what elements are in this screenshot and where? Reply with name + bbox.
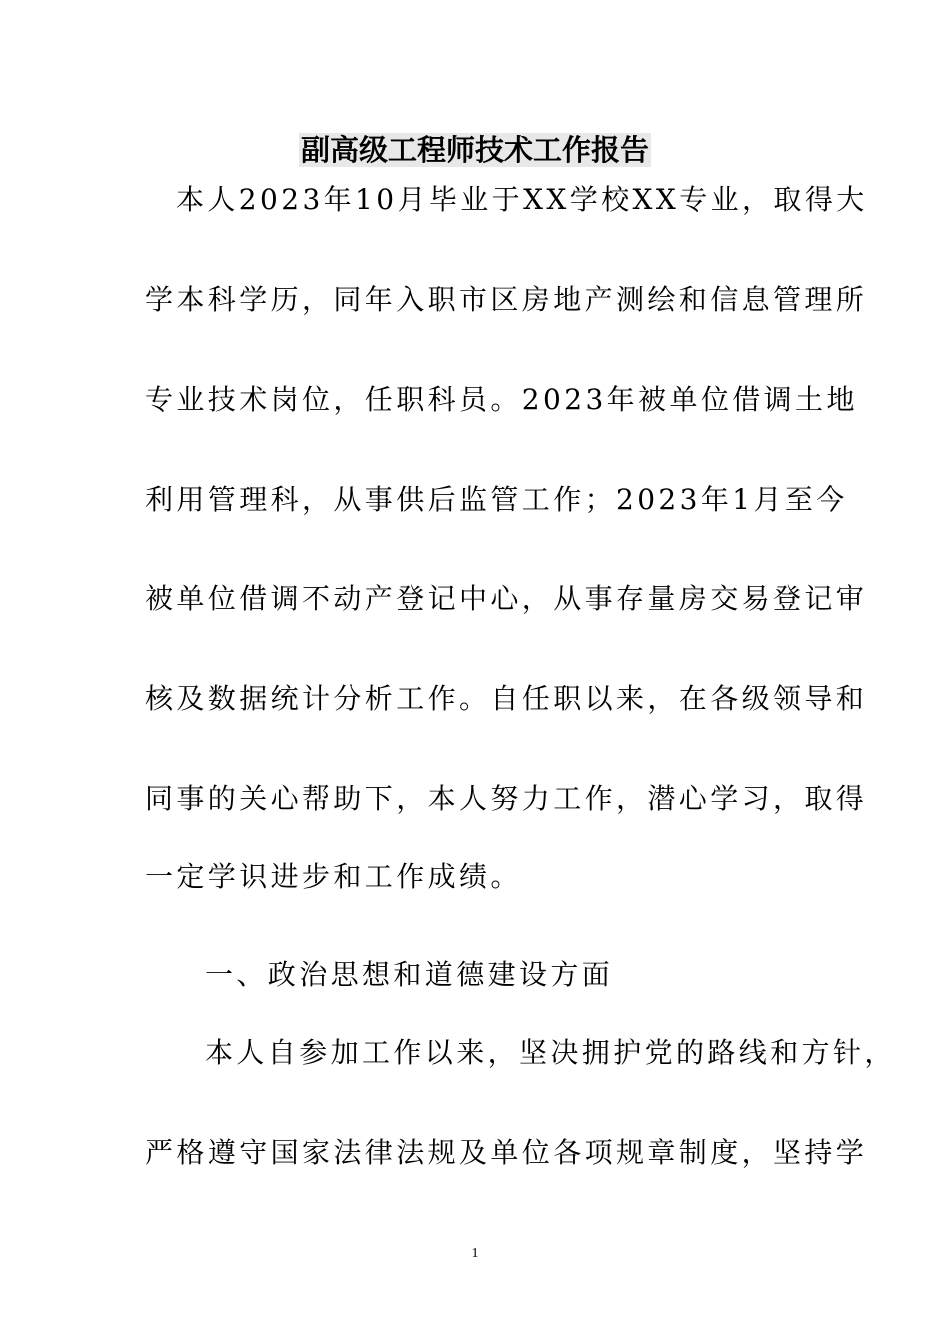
paragraph-line-1: 本人2023年10月毕业于XX学校XX专业，取得大 [176,183,868,216]
paragraph-line-9: 本人自参加工作以来，坚决拥护党的路线和方针， [205,1036,896,1069]
section-heading-1: 一、政治思想和道德建设方面 [205,958,614,991]
paragraph-line-6: 核及数据统计分析工作。自任职以来，在各级领导和 [145,682,868,715]
document-title [0,130,950,170]
paragraph-line-8: 一定学识进步和工作成绩。 [145,860,522,893]
page-number: 1 [471,1246,479,1261]
paragraph-line-10: 严格遵守国家法律法规及单位各项规章制度，坚持学 [145,1136,868,1169]
document-title-text: 副高级工程师技术工作报告 [300,133,649,167]
paragraph-line-7: 同事的关心帮助下，本人努力工作，潜心学习，取得 [145,782,868,815]
paragraph-line-2: 学本科学历，同年入职市区房地产测绘和信息管理所 [145,283,868,316]
paragraph-line-3: 专业技术岗位，任职科员。2023年被单位借调土地 [145,383,858,416]
paragraph-line-4: 利用管理科，从事供后监管工作；2023年1月至今 [145,483,848,516]
paragraph-line-5: 被单位借调不动产登记中心，从事存量房交易登记审 [145,582,868,615]
